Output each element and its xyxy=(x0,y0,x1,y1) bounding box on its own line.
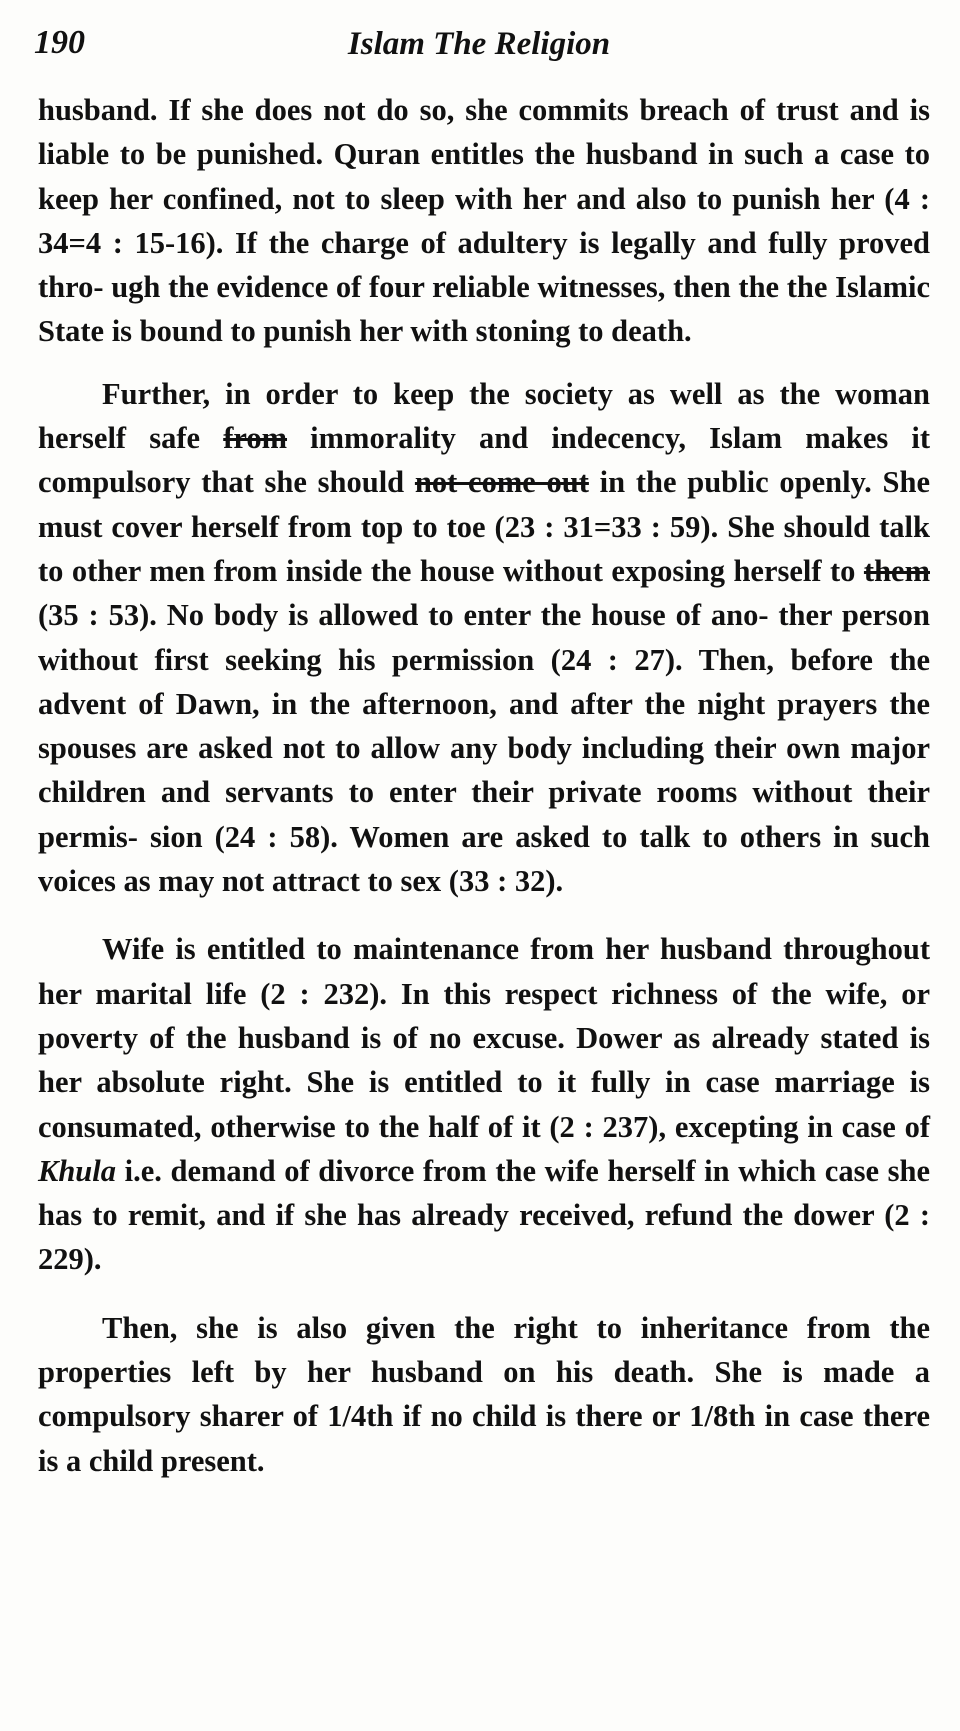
paragraph-1-text: husband. If she does not do so, she commits breach of trust and is liable to be punished. Quran entitles the husband in such a case to keep her confined, not to sleep with her and also to punish her (4 : 34=4 : 15-16). If the charge of adultery is legally and fully proved thro- ugh the evidence of four reliable witnesses, then the the Islamic State is bound to punish her with stoning to death. xyxy=(38,93,930,349)
struck-phrase-not-come-out: not come out xyxy=(414,465,589,500)
body-text xyxy=(38,88,930,1507)
paragraph-2-text-part-3: in the public openly. She must cover herself from top to toe (23 : 31=33 : 59). She should talk to other men from inside the house without exposing herself to xyxy=(38,465,930,588)
page-number: 190 xyxy=(34,24,85,61)
paragraph-3 xyxy=(38,927,930,1281)
running-title: Islam The Religion xyxy=(347,26,611,62)
paragraph-2-text-part-2: immorality and indecency, Islam makes it compulsory that she should xyxy=(38,421,931,500)
paragraph-2-text-part-4: (35 : 53). No body is allowed to enter the house of ano- ther person without first seeking his permission (24 : 27). Then, before the advent of Dawn, in the afternoon, and after the night prayers the spouses are asked not to allow any body including their own major children and servants to enter their private rooms without their permis- sion (24 : 58). Women are asked to talk to others in such voices as may not attract to sex (33 : 32). xyxy=(38,598,930,899)
paragraph-2 xyxy=(38,372,930,904)
italic-term-khula: Khula xyxy=(38,1153,116,1188)
paragraph-4 xyxy=(38,1306,930,1483)
paragraph-2-text-part-1: Further, in order to keep the society as well as the woman herself safe xyxy=(38,376,930,456)
paragraph-3-text-part-2: i.e. demand of divorce from the wife herself in which case she has to remit, and if she has already received, refund the dower (2 : 229). xyxy=(38,1153,930,1277)
page-header xyxy=(34,18,924,78)
struck-word-from: from xyxy=(223,421,288,456)
paragraph-1 xyxy=(38,88,930,354)
paragraph-4-text: Then, she is also given the right to inheritance from the properties left by her husband on his death. She is made a compulsory sharer of 1/4th if no child is there or 1/8th in case there is a child present. xyxy=(38,1310,930,1478)
struck-word-them: them xyxy=(863,553,930,588)
paragraph-3-text-part-1: Wife is entitled to maintenance from her husband throughout her marital life (2 : 232). In this respect richness of the wife, or poverty of the husband is of no excuse. Dower as already stated is her absolute right. She is entitled to it fully in case marriage is consumated, otherwise to the half of it (2 : 237), excepting in case of xyxy=(38,932,930,1144)
